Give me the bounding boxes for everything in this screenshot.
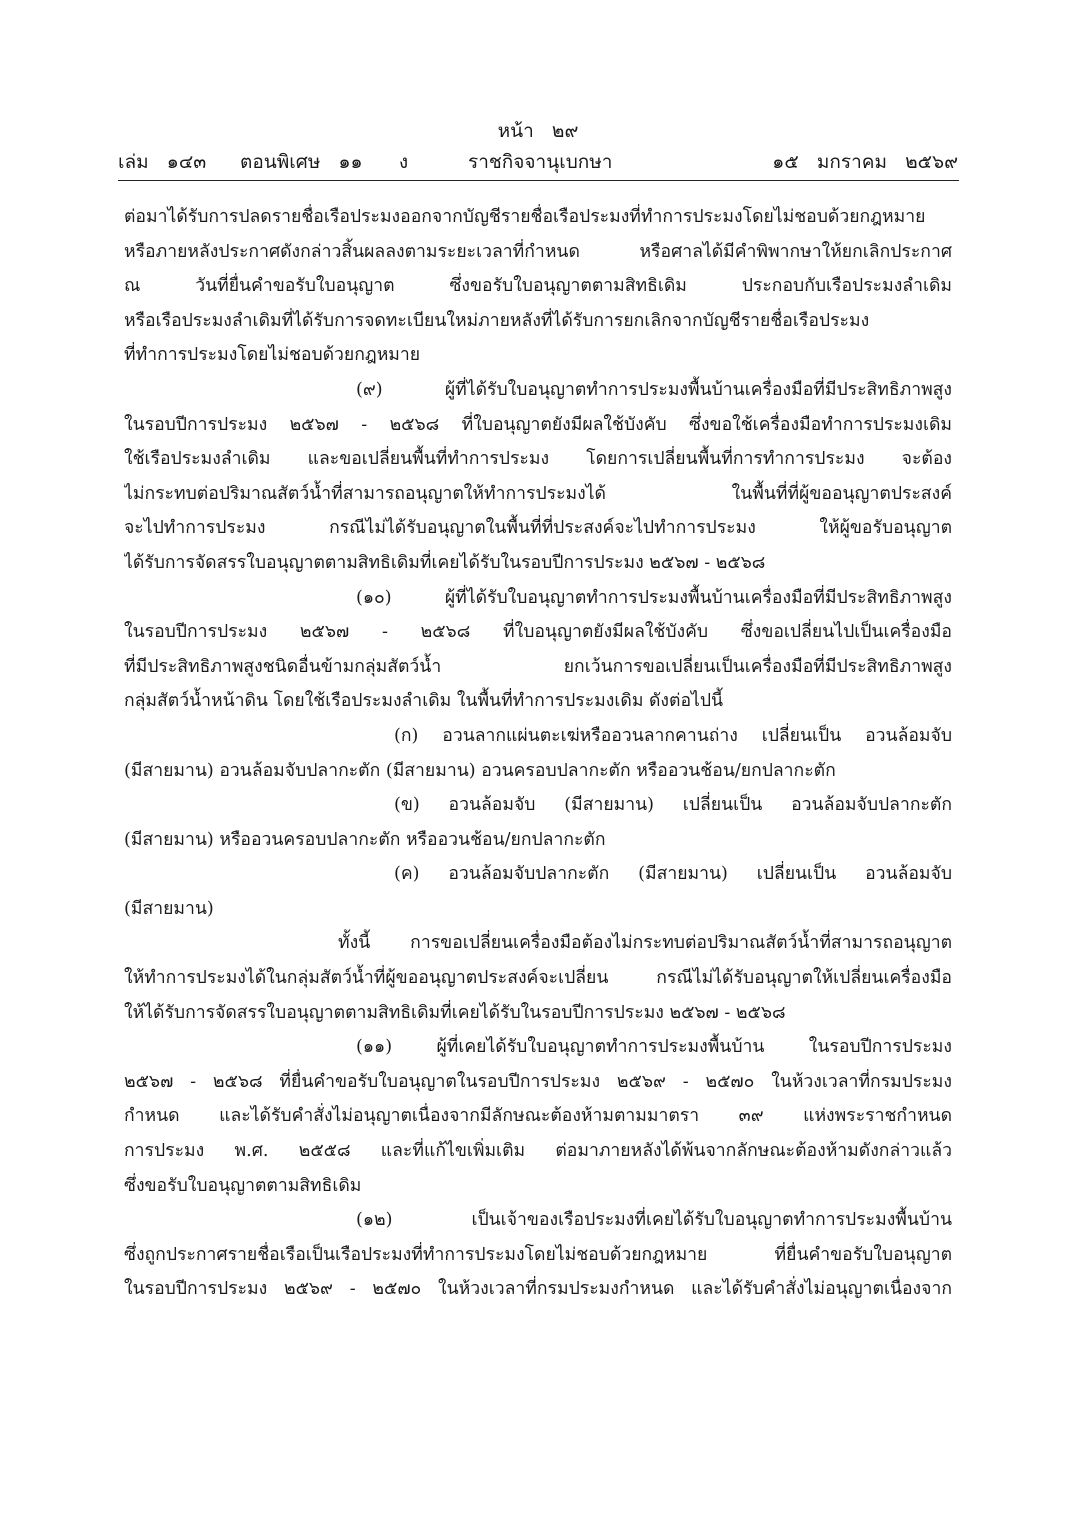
issue-date: ๑๕ มกราคม ๒๕๖๙ <box>772 151 958 173</box>
gazette-title: ราชกิจจานุเบกษา <box>468 151 613 173</box>
text-line: ณ วันที่ยื่นคำขอรับใบอนุญาต ซึ่งขอรับใบอนุญาตตามสิทธิเดิม ประกอบกับเรือประมงลำเดิม <box>124 276 952 297</box>
text-line: ที่มีประสิทธิภาพสูงชนิดอื่นข้ามกลุ่มสัตว์น้ำ ยกเว้นการขอเปลี่ยนเป็นเครื่องมือที่มีประสิทธิภาพสูง <box>124 656 952 677</box>
text-line: ให้ได้รับการจัดสรรใบอนุญาตตามสิทธิเดิมที่เคยได้รับในรอบปีการประมง ๒๕๖๗ - ๒๕๖๘ <box>124 1002 786 1023</box>
text-line: ซึ่งถูกประกาศรายชื่อเรือเป็นเรือประมงที่ทำการประมงโดยไม่ชอบด้วยกฎหมาย ที่ยื่นคำขอรับใบอนุญาต <box>124 1244 952 1265</box>
text-line: (มีสายมาน) หรืออวนครอบปลากะตัก หรืออวนช้อน/ยกปลากะตัก <box>124 829 606 850</box>
volume-label: เล่ม ๑๔๓ <box>118 151 207 173</box>
text-line: ๒๕๖๗ - ๒๕๖๘ ที่ยื่นคำขอรับใบอนุญาตในรอบปีการประมง ๒๕๖๙ - ๒๕๗๐ ในห้วงเวลาที่กรมประมง <box>124 1071 952 1092</box>
text-line: จะไปทำการประมง กรณีไม่ได้รับอนุญาตในพื้นที่ที่ประสงค์จะไปทำการประมง ให้ผู้ขอรับอนุญาต <box>124 518 952 539</box>
clause-12-heading: (๑๒) เป็นเจ้าของเรือประมงที่เคยได้รับใบอนุญาตทำการประมงพื้นบ้าน <box>356 1210 952 1231</box>
text-line: ได้รับการจัดสรรใบอนุญาตตามสิทธิเดิมที่เคยได้รับในรอบปีการประมง ๒๕๖๗ - ๒๕๖๘ <box>124 552 766 573</box>
text-line: ในรอบปีการประมง ๒๕๖๗ - ๒๕๖๘ ที่ใบอนุญาตยังมีผลใช้บังคับ ซึ่งขอใช้เครื่องมือทำการประมงเดิม <box>124 414 952 435</box>
sub-item-kho-khon: (ค) อวนล้อมจับปลากะตัก (มีสายมาน) เปลี่ยนเป็น อวนล้อมจับ <box>394 864 952 885</box>
clause-9-heading: (๙) ผู้ที่ได้รับใบอนุญาตทำการประมงพื้นบ้านเครื่องมือที่มีประสิทธิภาพสูง <box>356 379 952 400</box>
text-line: หรือภายหลังประกาศดังกล่าวสิ้นผลลงตามระยะเวลาที่กำหนด หรือศาลได้มีคำพิพากษาให้ยกเลิกประกาศ <box>124 241 952 262</box>
text-line: ในรอบปีการประมง ๒๕๖๗ - ๒๕๖๘ ที่ใบอนุญาตยังมีผลใช้บังคับ ซึ่งขอเปลี่ยนไปเป็นเครื่องมือ <box>124 622 952 643</box>
page-number: หน้า ๒๙ <box>497 120 579 142</box>
header-divider <box>118 180 959 181</box>
text-line: ต่อมาได้รับการปลดรายชื่อเรือประมงออกจากบัญชีรายชื่อเรือประมงที่ทำการประมงโดยไม่ชอบด้วยกฎหมาย <box>124 207 926 227</box>
document-body <box>124 200 952 1307</box>
text-line: หรือเรือประมงลำเดิมที่ได้รับการจดทะเบียนใหม่ภายหลังที่ได้รับการยกเลิกจากบัญชีรายชื่อเรือประมง <box>124 310 870 331</box>
text-line: กลุ่มสัตว์น้ำหน้าดิน โดยใช้เรือประมงลำเดิม ในพื้นที่ทำการประมงเดิม ดังต่อไปนี้ <box>124 691 724 712</box>
clause-10-heading: (๑๐) ผู้ที่ได้รับใบอนุญาตทำการประมงพื้นบ้านเครื่องมือที่มีประสิทธิภาพสูง <box>356 587 952 608</box>
text-line: ใช้เรือประมงลำเดิม และขอเปลี่ยนพื้นที่ทำการประมง โดยการเปลี่ยนพื้นที่การทำการประมง จะต้อง <box>124 449 952 470</box>
text-line: (มีสายมาน) อวนล้อมจับปลากะตัก (มีสายมาน) อวนครอบปลากะตัก หรืออวนช้อน/ยกปลากะตัก <box>124 760 836 781</box>
text-line: การประมง พ.ศ. ๒๕๕๘ และที่แก้ไขเพิ่มเติม ต่อมาภายหลังได้พ้นจากลักษณะต้องห้ามดังกล่าวแล้ว <box>124 1141 952 1162</box>
sub-item-kho: (ข) อวนล้อมจับ (มีสายมาน) เปลี่ยนเป็น อวนล้อมจับปลากะตัก <box>394 795 952 816</box>
sub-item-ko: (ก) อวนลากแผ่นตะเฆ่หรืออวนลากคานถ่าง เปลี่ยนเป็น อวนล้อมจับ <box>394 725 952 746</box>
proviso-paragraph: ทั้งนี้ การขอเปลี่ยนเครื่องมือต้องไม่กระทบต่อปริมาณสัตว์น้ำที่สามารถอนุญาต <box>338 933 952 954</box>
gazette-header <box>118 147 958 179</box>
text-line: (มีสายมาน) <box>124 898 214 919</box>
text-line: ที่ทำการประมงโดยไม่ชอบด้วยกฎหมาย <box>124 345 421 366</box>
text-line: ให้ทำการประมงได้ในกลุ่มสัตว์น้ำที่ผู้ขออนุญาตประสงค์จะเปลี่ยน กรณีไม่ได้รับอนุญาตให้เปลี่ยนเครื่องมือ <box>124 968 952 989</box>
section-label: ตอนพิเศษ ๑๑ ง <box>240 151 409 173</box>
text-line: ไม่กระทบต่อปริมาณสัตว์น้ำที่สามารถอนุญาตให้ทำการประมงได้ ในพื้นที่ที่ผู้ขออนุญาตประสงค์ <box>124 483 952 504</box>
clause-11-heading: (๑๑) ผู้ที่เคยได้รับใบอนุญาตทำการประมงพื้นบ้าน ในรอบปีการประมง <box>356 1037 952 1058</box>
text-line: ในรอบปีการประมง ๒๕๖๙ - ๒๕๗๐ ในห้วงเวลาที่กรมประมงกำหนด และได้รับคำสั่งไม่อนุญาตเนื่องจาก <box>124 1279 952 1300</box>
text-line: กำหนด และได้รับคำสั่งไม่อนุญาตเนื่องจากมีลักษณะต้องห้ามตามมาตรา ๓๙ แห่งพระราชกำหนด <box>124 1106 952 1127</box>
text-line: ซึ่งขอรับใบอนุญาตตามสิทธิเดิม <box>124 1175 362 1196</box>
